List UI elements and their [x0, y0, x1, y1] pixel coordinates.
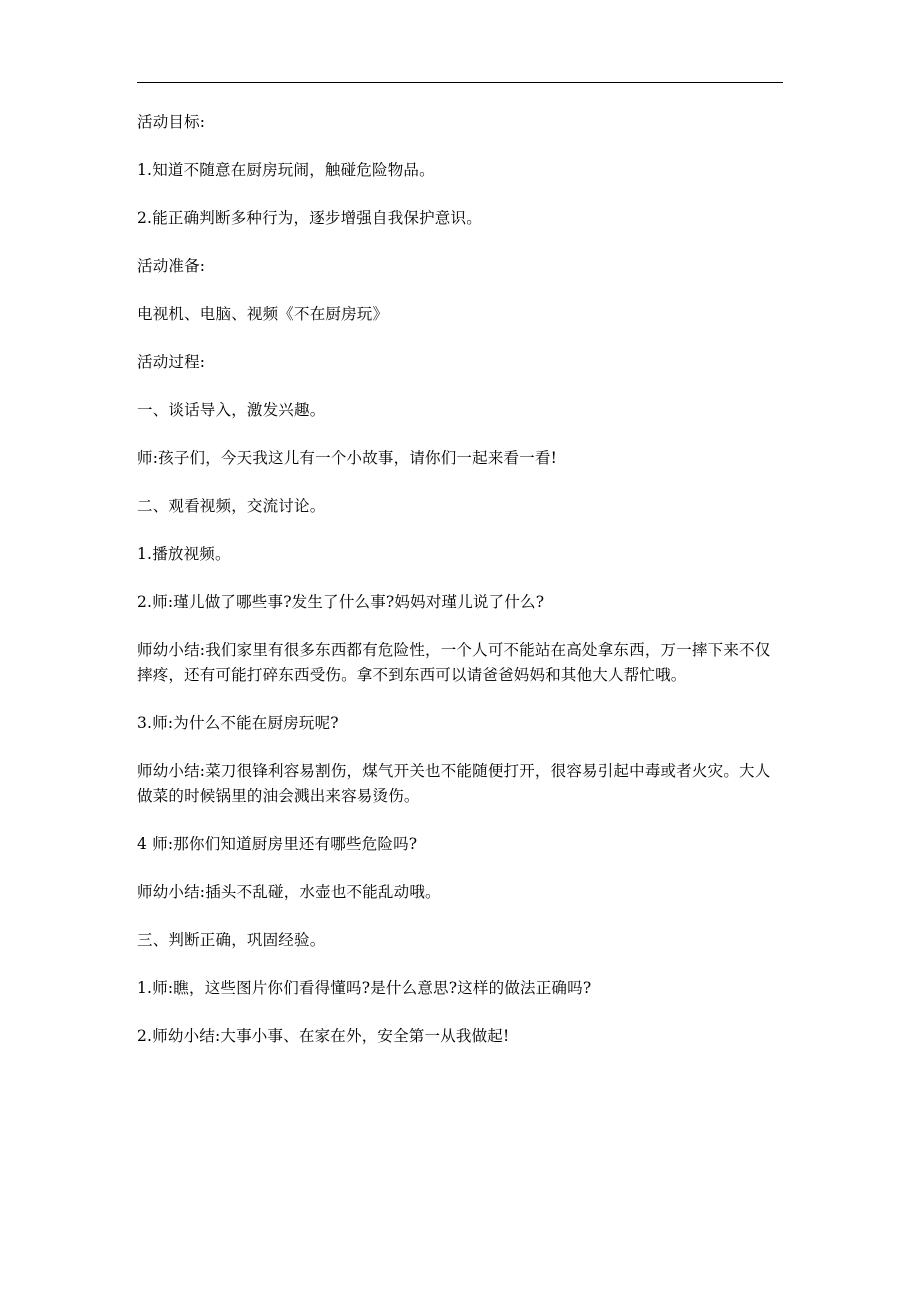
summary-paragraph: 师幼小结:菜刀很锋利容易割伤，煤气开关也不能随便打开，很容易引起中毒或者火灾。大人做菜的时候锅里的油会溅出来容易烫伤。 [137, 762, 771, 805]
teacher-line: 师:孩子们，今天我这儿有一个小故事，请你们一起来看一看! [137, 449, 558, 467]
summary-paragraph: 师幼小结:我们家里有很多东西都有危险性，一个人可不能站在高处拿东西，万一摔下来不仅摔疼，还有可能打碎东西受伤。拿不到东西可以请爸爸妈妈和其他大人帮忙哦。 [137, 641, 771, 684]
step-heading-3: 三、判断正确，巩固经验。 [137, 931, 326, 949]
section-heading-preparation: 活动准备: [137, 257, 206, 275]
header-rule [137, 82, 783, 83]
goal-item-2: 2.能正确判断多种行为，逐步增强自我保护意识。 [137, 209, 482, 227]
document-body [137, 110, 783, 1049]
substep-item: 2.师:瑾儿做了哪些事?发生了什么事?妈妈对瑾儿说了什么? [137, 593, 545, 611]
substep-item: 1.播放视频。 [137, 545, 231, 563]
substep-item: 3.师:为什么不能在厨房玩呢? [137, 714, 339, 732]
step-heading-2: 二、观看视频，交流讨论。 [137, 497, 326, 515]
section-heading-goals: 活动目标: [137, 113, 206, 131]
section-heading-process: 活动过程: [137, 353, 206, 371]
step-heading-1: 一、谈话导入，激发兴趣。 [137, 401, 326, 419]
preparation-materials: 电视机、电脑、视频《不在厨房玩》 [137, 305, 389, 323]
substep-item: 4 师:那你们知道厨房里还有哪些危险吗? [137, 835, 418, 853]
goal-item-1: 1.知道不随意在厨房玩闹，触碰危险物品。 [137, 161, 435, 179]
substep-item: 2.师幼小结:大事小事、在家在外，安全第一从我做起! [137, 1027, 510, 1045]
substep-item: 1.师:瞧，这些图片你们看得懂吗?是什么意思?这样的做法正确吗? [137, 979, 592, 997]
summary-paragraph: 师幼小结:插头不乱碰，水壶也不能乱动哦。 [137, 883, 441, 901]
